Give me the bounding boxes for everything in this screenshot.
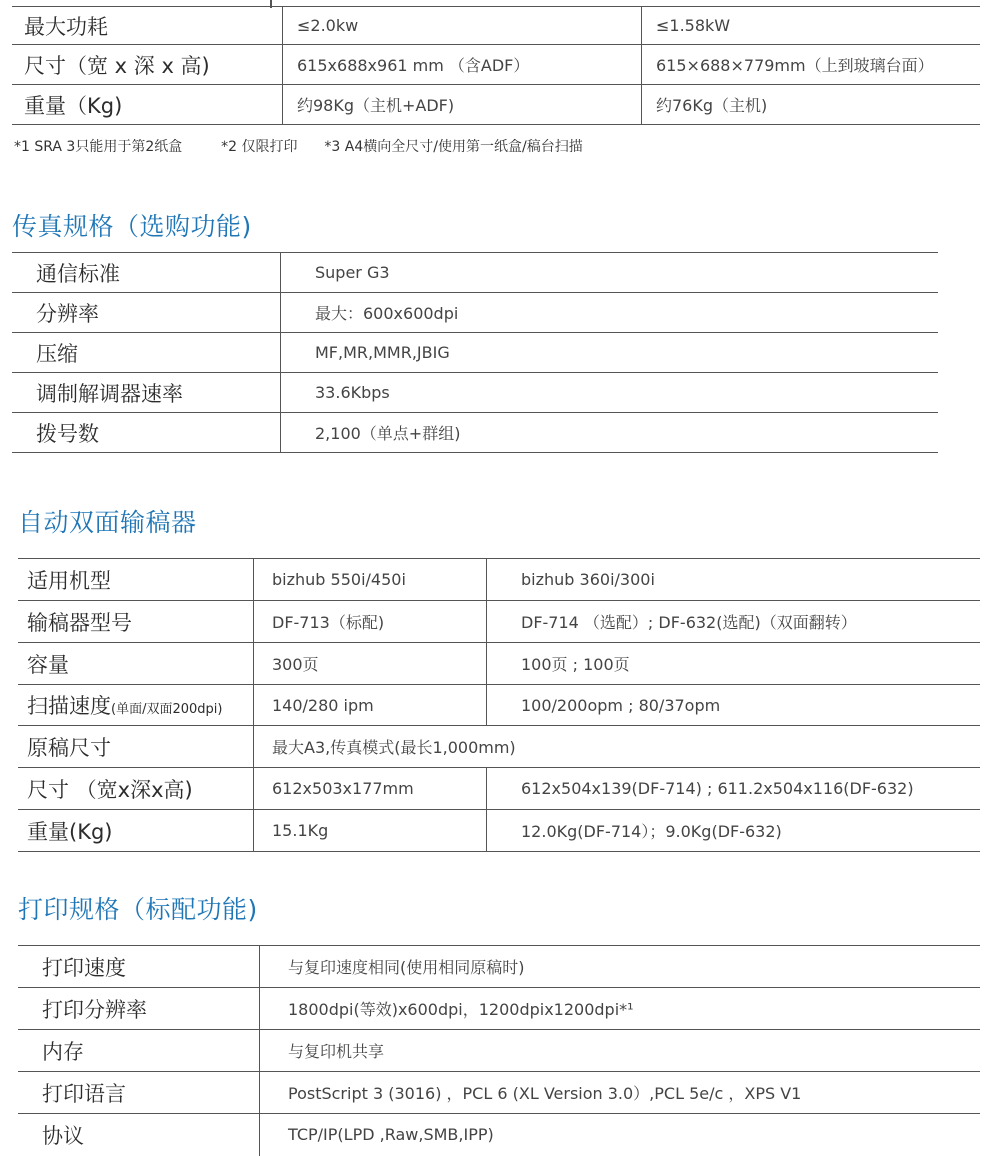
row-value: ≤1.58kW bbox=[642, 7, 981, 45]
table-row bbox=[18, 559, 980, 601]
row-value: 12.0Kg(DF-714）；9.0Kg(DF-632) bbox=[487, 810, 981, 852]
table-row bbox=[18, 643, 980, 685]
row-value: DF-713（标配) bbox=[254, 601, 487, 643]
table-row bbox=[12, 45, 980, 85]
row-value: 1800dpi(等效)x600dpi，1200dpix1200dpi*¹ bbox=[260, 988, 981, 1030]
row-label: 适用机型 bbox=[18, 559, 254, 601]
adf-section-title: 自动双面输稿器 bbox=[18, 508, 197, 537]
row-label-note: (单面/双面200dpi) bbox=[111, 702, 223, 717]
row-label: 拨号数 bbox=[12, 413, 281, 453]
row-value: Super G3 bbox=[281, 253, 939, 293]
fax-spec-table bbox=[12, 252, 938, 453]
row-value: bizhub 550i/450i bbox=[254, 559, 487, 601]
row-label: 通信标准 bbox=[12, 253, 281, 293]
row-value: 与复印机共享 bbox=[260, 1030, 981, 1072]
row-label: 压缩 bbox=[12, 333, 281, 373]
row-value: 100页 ; 100页 bbox=[487, 643, 981, 685]
table-row bbox=[18, 1072, 980, 1114]
row-value: 15.1Kg bbox=[254, 810, 487, 852]
row-value: 140/280 ipm bbox=[254, 685, 487, 726]
row-label: 最大功耗 bbox=[12, 7, 283, 45]
row-label: 打印分辨率 bbox=[18, 988, 260, 1030]
footnote: *1 SRA 3只能用于第2纸盒 bbox=[14, 139, 183, 155]
row-value: 2,100（单点+群组) bbox=[281, 413, 939, 453]
footnote: *3 A4横向全尺寸/使用第一纸盒/稿台扫描 bbox=[324, 139, 583, 155]
table-row bbox=[12, 7, 980, 45]
row-label: 原稿尺寸 bbox=[18, 726, 254, 768]
row-value: TCP/IP(LPD ,Raw,SMB,IPP) bbox=[260, 1114, 981, 1156]
row-value: PostScript 3 (3016) ，PCL 6 (XL Version 3.0）,PCL 5e/c ，XPS V1 bbox=[260, 1072, 981, 1114]
table-row bbox=[12, 293, 938, 333]
row-label: 调制解调器速率 bbox=[12, 373, 281, 413]
row-value: 615x688x961 mm （含ADF） bbox=[283, 45, 642, 85]
row-label: 输稿器型号 bbox=[18, 601, 254, 643]
row-label: 协议 bbox=[42, 1123, 84, 1148]
row-label: 打印速度 bbox=[18, 946, 260, 988]
print-section-title: 打印规格（标配功能) bbox=[18, 895, 258, 924]
row-value: MF,MR,MMR,JBIG bbox=[281, 333, 939, 373]
row-value: 300页 bbox=[254, 643, 487, 685]
row-label: 容量 bbox=[18, 643, 254, 685]
table-row bbox=[18, 988, 980, 1030]
row-value: 与复印速度相同(使用相同原稿时) bbox=[260, 946, 981, 988]
row-value: 33.6Kbps bbox=[281, 373, 939, 413]
row-value: DF-714 （选配）; DF-632(选配)（双面翻转） bbox=[487, 601, 981, 643]
row-label: 重量（Kg) bbox=[12, 85, 283, 125]
row-value-merged: 最大A3,传真模式(最长1,000mm) bbox=[254, 726, 981, 768]
row-value: 最大：600x600dpi bbox=[281, 293, 939, 333]
row-label: 尺寸（宽 x 深 x 高) bbox=[12, 45, 283, 85]
row-value: 约98Kg（主机+ADF) bbox=[283, 85, 642, 125]
main-spec-table bbox=[12, 6, 980, 125]
table-row bbox=[18, 1114, 980, 1156]
row-label: 分辨率 bbox=[12, 293, 281, 333]
table-row bbox=[18, 946, 980, 988]
adf-spec-table bbox=[18, 558, 980, 852]
fax-section-title: 传真规格（选购功能) bbox=[12, 212, 252, 241]
row-value: bizhub 360i/300i bbox=[487, 559, 981, 601]
table-row bbox=[18, 1030, 980, 1072]
table-row bbox=[18, 685, 980, 726]
row-label: 打印语言 bbox=[18, 1072, 260, 1114]
table-row bbox=[18, 601, 980, 643]
table-row bbox=[12, 413, 938, 453]
print-spec-table bbox=[18, 945, 980, 1156]
table-row bbox=[12, 333, 938, 373]
footnotes bbox=[14, 136, 583, 156]
row-value: ≤2.0kw bbox=[283, 7, 642, 45]
row-value: 615×688×779mm（上到玻璃台面） bbox=[642, 45, 981, 85]
row-label: 扫描速度 bbox=[27, 694, 111, 718]
row-label: 内存 bbox=[18, 1030, 260, 1072]
table-row bbox=[18, 810, 980, 852]
table-row bbox=[12, 85, 980, 125]
table-row bbox=[12, 253, 938, 293]
row-label: 尺寸 （宽x深x高) bbox=[18, 768, 254, 810]
row-label-group bbox=[18, 685, 254, 726]
row-value: 100/200opm ; 80/37opm bbox=[487, 685, 981, 726]
table-row bbox=[12, 373, 938, 413]
row-value: 612x503x177mm bbox=[254, 768, 487, 810]
footnote: *2 仅限打印 bbox=[221, 139, 298, 155]
table-row bbox=[18, 726, 980, 768]
row-value: 约76Kg（主机) bbox=[642, 85, 981, 125]
row-value: 612x504x139(DF-714) ; 611.2x504x116(DF-632) bbox=[487, 768, 981, 810]
table-row bbox=[18, 768, 980, 810]
row-label: 重量(Kg) bbox=[18, 810, 254, 852]
